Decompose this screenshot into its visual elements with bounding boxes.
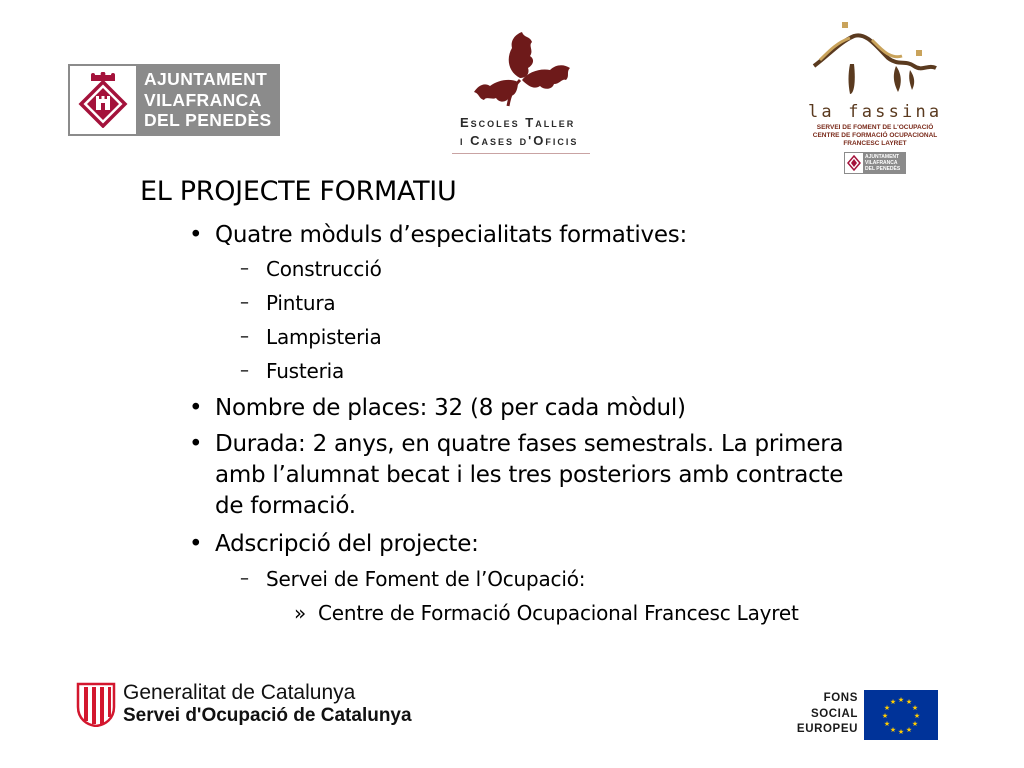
fassina-name: la fassina <box>808 102 943 122</box>
mini-line: VILAFRANCA <box>865 160 898 166</box>
bullet-marker: • <box>189 431 203 457</box>
bullet-text: Nombre de places: 32 (8 per cada mòdul) <box>215 395 686 421</box>
bullet-text: Quatre mòduls d’especialitats formatives: <box>215 222 688 248</box>
sub-bullet-item <box>240 567 586 591</box>
fse-line: SOCIAL <box>810 707 858 720</box>
fse-text <box>790 691 858 738</box>
bullet-continuation <box>215 493 356 519</box>
fassina-hills-icon <box>810 20 940 100</box>
fassina-sub2: CENTRE DE FORMACIÓ OCUPACIONAL <box>812 132 938 139</box>
escoles-line2: i Cases d'Oficis <box>460 133 579 148</box>
mini-line: DEL PENEDÈS <box>865 166 901 172</box>
ajuntament-shield-icon <box>70 66 136 134</box>
sub-sub-bullet-text: Centre de Formació Ocupacional Francesc Layret <box>318 601 799 625</box>
bullet-item <box>189 531 479 557</box>
sub-bullet-text: Construcció <box>266 257 382 281</box>
bullet-text-line: amb l’alumnat becat i les tres posteriors amb contracte <box>215 462 844 488</box>
sub-bullet-text: Servei de Foment de l’Ocupació: <box>266 567 586 591</box>
fse-line: FONS <box>823 692 858 704</box>
svg-text:★: ★ <box>889 726 897 734</box>
ajuntament-line: DEL PENEDÈS <box>144 110 272 130</box>
ajuntament-line: VILAFRANCA <box>144 89 262 110</box>
escoles-taller-logo <box>450 28 590 158</box>
fse-line: EUROPEU <box>796 723 858 735</box>
eu-flag-icon <box>864 690 938 740</box>
svg-text:★: ★ <box>883 720 891 728</box>
bullet-item <box>189 222 688 248</box>
svg-text:★: ★ <box>911 720 919 728</box>
bullet-text: Adscripció del projecte: <box>215 531 479 557</box>
svg-text:★: ★ <box>881 712 889 720</box>
escoles-rule <box>452 153 590 154</box>
bullet-item <box>189 431 844 457</box>
svg-text:★: ★ <box>897 728 905 736</box>
chevron-marker: » <box>294 601 307 625</box>
mini-shield-icon <box>845 153 863 173</box>
svg-text:★: ★ <box>905 726 913 734</box>
catalonia-emblem-icon <box>75 681 117 727</box>
sub-bullet-text: Fusteria <box>266 359 345 383</box>
mini-line: AJUNTAMENT <box>865 154 900 160</box>
bullet-marker: • <box>189 395 203 421</box>
sub-bullet-item <box>240 257 382 281</box>
dash-marker: – <box>240 360 249 381</box>
svg-text:★: ★ <box>897 696 905 704</box>
ajuntament-text <box>136 66 278 134</box>
bullet-continuation <box>215 462 843 488</box>
dash-marker: – <box>240 568 249 589</box>
sub-sub-bullet-item <box>294 601 799 625</box>
escoles-line1: Escoles Taller <box>460 115 576 130</box>
mini-ajuntament-text <box>863 154 900 172</box>
bullet-marker: • <box>189 531 203 557</box>
svg-text:★: ★ <box>911 704 919 712</box>
fassina-mini-ajuntament-logo <box>844 152 906 174</box>
fassina-sub1: SERVEI DE FOMENT DE L'OCUPACIÓ <box>816 124 934 131</box>
fons-social-europeu-logo <box>790 690 940 742</box>
svg-text:★: ★ <box>913 712 921 720</box>
sub-bullet-item <box>240 325 382 349</box>
bullet-text-line: Durada: 2 anys, en quatre fases semestrals. La primera <box>215 431 844 457</box>
dash-marker: – <box>240 258 249 279</box>
bullet-text-line: de formació. <box>215 493 356 519</box>
dash-marker: – <box>240 292 249 313</box>
escoles-taller-text <box>460 114 590 150</box>
ajuntament-line: AJUNTAMENT <box>144 69 268 89</box>
sub-bullet-text: Pintura <box>266 291 336 315</box>
bullet-marker: • <box>189 222 203 248</box>
generalitat-name: Generalitat de Catalunya <box>123 681 356 704</box>
servei-ocupacio-name: Servei d'Ocupació de Catalunya <box>123 705 412 726</box>
generalitat-logo <box>75 681 495 731</box>
fassina-sub3: FRANCESC LAYRET <box>843 140 907 147</box>
la-fassina-logo <box>804 20 944 180</box>
sub-bullet-item <box>240 291 336 315</box>
sub-bullet-item <box>240 359 345 383</box>
slide-title: EL PROJECTE FORMATIU <box>140 176 457 207</box>
sub-bullet-text: Lampisteria <box>266 325 382 349</box>
svg-text:★: ★ <box>905 698 913 706</box>
oak-leaves-icon <box>470 28 580 112</box>
svg-text:★: ★ <box>883 704 891 712</box>
dash-marker: – <box>240 326 249 347</box>
bullet-item <box>189 395 686 421</box>
svg-text:★: ★ <box>889 698 897 706</box>
ajuntament-vilafranca-logo <box>68 64 280 136</box>
